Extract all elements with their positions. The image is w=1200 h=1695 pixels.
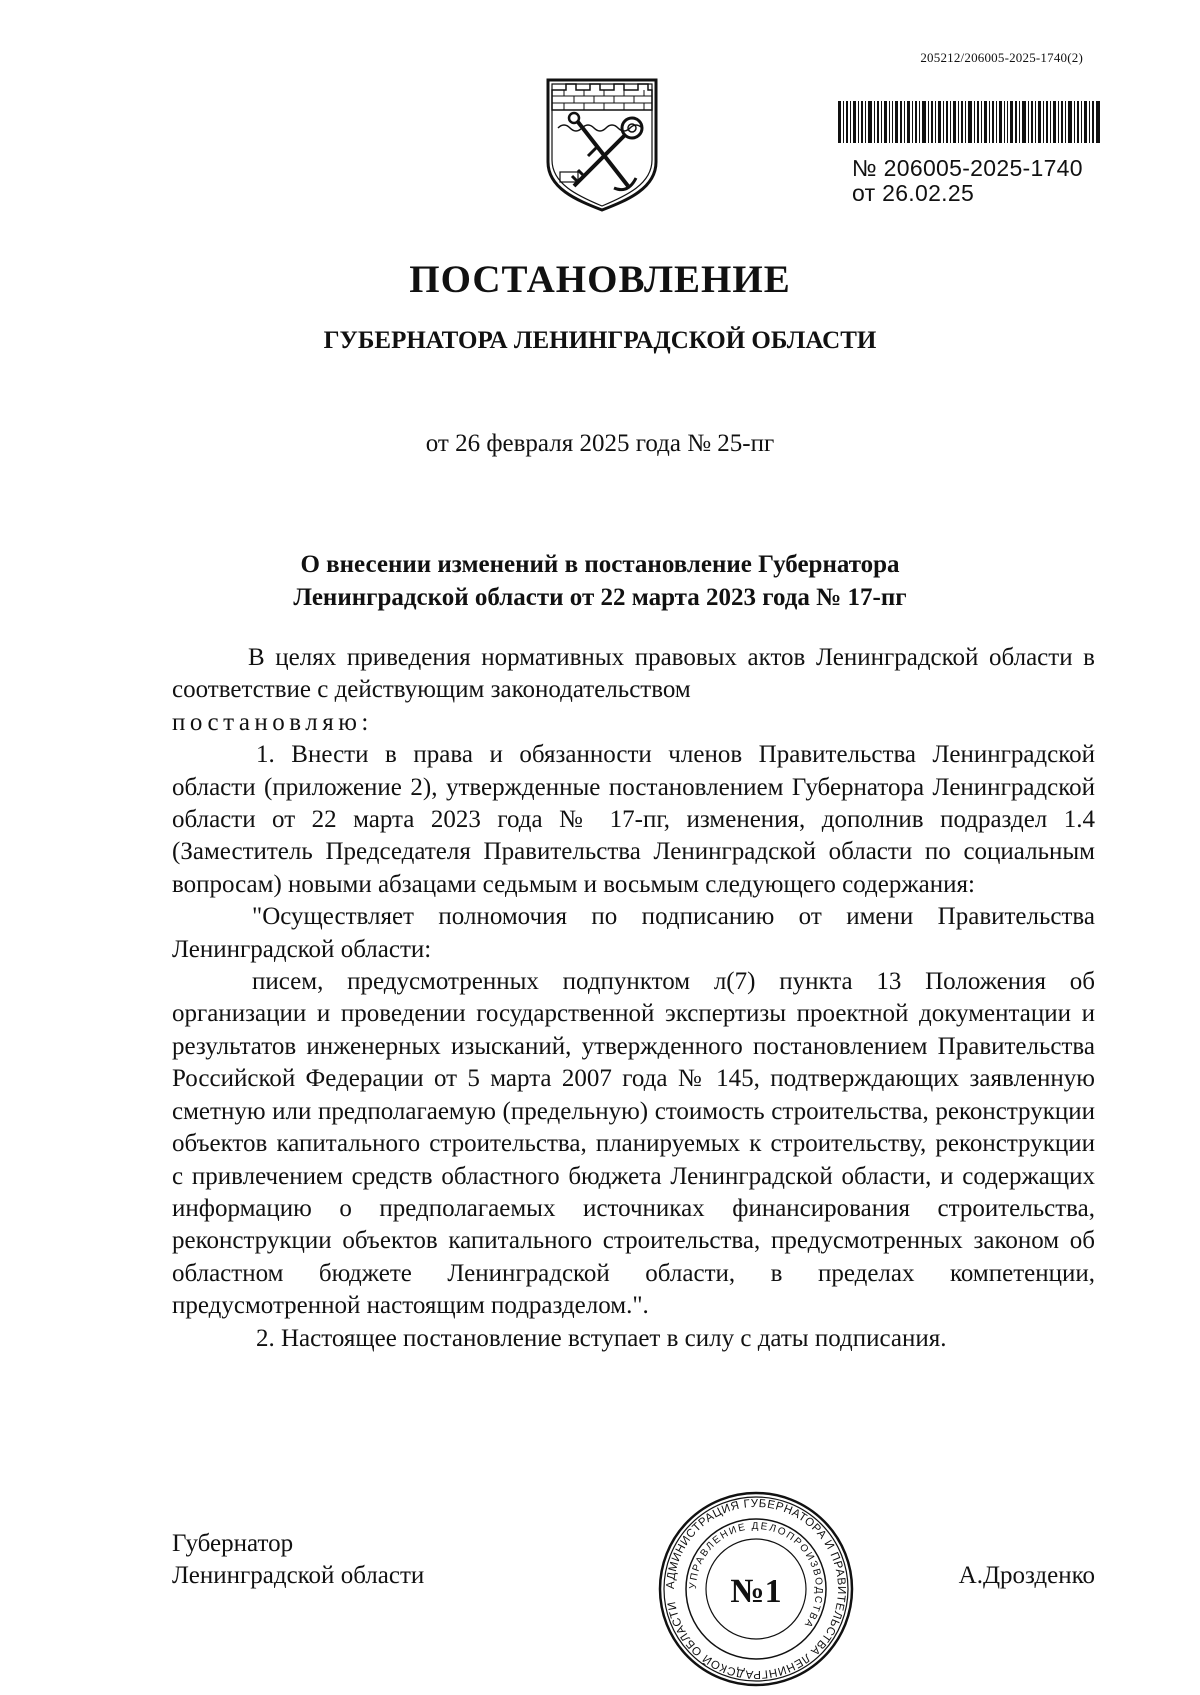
document-date-number: от 26 февраля 2025 года № 25-пг bbox=[425, 430, 775, 457]
seal-inner-text: УПРАВЛЕНИЕ ДЕЛОПРОИЗВОДСТВА bbox=[687, 1520, 825, 1631]
intro-paragraph: В целях приведения нормативных правовых актов Ленинградской области в соответствие с действующим законодательством bbox=[172, 644, 1095, 704]
item-1-paragraph: 1. Внести в права и обязанности членов Правительства Ленинградской области (приложение 2), утвержденные постановлением Губернатора Ленинградской области от 22 марта 2023 года № 17-пг, изменения, дополнив подраздел 1.4 (Заместитель Председателя Правительства Ленинградской области по социальным вопросам) новыми абзацами седьмым и восьмым следующего содержания: bbox=[172, 741, 1095, 898]
document-id: 205212/206005-2025-1740(2) bbox=[920, 50, 1083, 65]
coat-of-arms-icon bbox=[544, 76, 660, 214]
registration-date: от 26.02.25 bbox=[852, 180, 975, 206]
title-line-2: Ленинградской области от 22 марта 2023 года № 17-пг bbox=[293, 584, 907, 611]
resolve-word: постановляю: bbox=[172, 708, 373, 736]
barcode-icon bbox=[838, 101, 1100, 143]
title-line-1: О внесении изменений в постановление Губернатора bbox=[300, 551, 900, 578]
document-type-heading: ПОСТАНОВЛЕНИЕ bbox=[409, 258, 791, 301]
quote-body-paragraph: писем, предусмотренных подпунктом л(7) пункта 13 Положения об организации и проведении государственной экспертизы проектной документации и результатов инженерных изысканий, утвержденного постановлением Правительства Российской Федерации от 5 марта 2007 года № 145, подтверждающих заявленную сметную или предполагаемую (предельную) стоимость строительства, реконструкции объектов капитального строительства, планируемых к строительству, реконструкции с привлечением средств областного бюджета Ленинградской области, и содержащих информацию о предполагаемых источниках финансирования строительства, реконструкции объектов капитального строительства, предусмотренных законом об областном бюджете Ленинградской области, в пределах компетенции, предусмотренной настоящим подразделом.". bbox=[172, 968, 1095, 1320]
signatory-position-line-1: Губернатор bbox=[172, 1530, 294, 1557]
registration-number: № 206005-2025-1740 bbox=[852, 155, 1083, 181]
document-issuer: ГУБЕРНАТОРА ЛЕНИНГРАДСКОЙ ОБЛАСТИ bbox=[323, 327, 877, 354]
signatory-position bbox=[172, 1528, 424, 1592]
signatory-position-line-2: Ленинградской области bbox=[172, 1562, 425, 1589]
official-seal-icon bbox=[657, 1490, 855, 1688]
seal-number: №1 bbox=[730, 1573, 782, 1610]
document-title bbox=[0, 548, 1200, 614]
document-body bbox=[172, 642, 1095, 1355]
quote-start-paragraph: "Осуществляет полномочия по подписанию от имени Правительства Ленинградской области: bbox=[172, 903, 1095, 963]
item-2-paragraph: 2. Настоящее постановление вступает в силу с даты подписания. bbox=[256, 1324, 947, 1352]
signatory-name: А.Дрозденко bbox=[958, 1562, 1095, 1589]
seal-outer-text: АДМИНИСТРАЦИЯ ГУБЕРНАТОРА И ПРАВИТЕЛЬСТВА ЛЕНИНГРАДСКОЙ ОБЛАСТИ bbox=[664, 1497, 848, 1681]
